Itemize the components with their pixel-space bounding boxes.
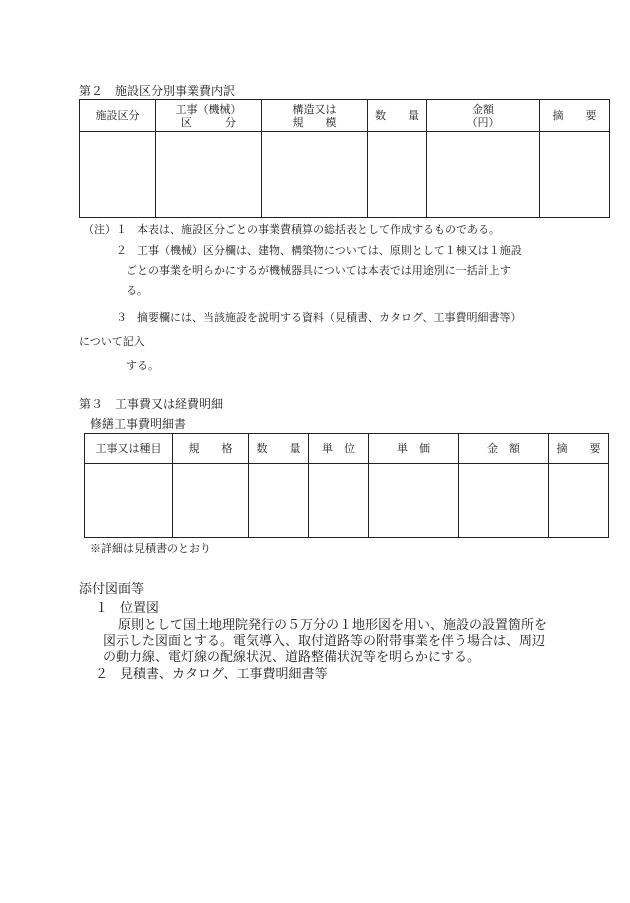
table-cell[interactable] <box>368 132 427 218</box>
note3-label: ３ <box>116 311 127 324</box>
header-amount: 金 額 <box>459 434 549 464</box>
attachment1-title: 位置図 <box>120 601 160 616</box>
header-structure-line2: 規 模 <box>292 115 337 129</box>
header-quantity: 数 量 <box>368 100 427 132</box>
section3-footnote: ※詳細は見積書のとおり <box>90 542 211 555</box>
section3-title: 第３ 工事費又は経費明細 <box>79 397 224 411</box>
note2-label: ２ <box>116 244 127 257</box>
note2-line1: 工事（機械）区分欄は、建物、構築物については、原則として１棟又は１施設 <box>137 244 522 257</box>
table-header-row <box>80 100 610 132</box>
table-cell[interactable] <box>427 132 540 218</box>
header-spec: 規 格 <box>173 434 249 464</box>
table-cell[interactable] <box>369 464 459 538</box>
table-cell[interactable] <box>549 464 609 538</box>
header-work-line2: 区 分 <box>181 115 236 129</box>
note1-text: 本表は、施設区分ごとの事業費積算の総括表として作成するものである。 <box>137 223 500 236</box>
note3-line2: について記入 <box>79 335 145 348</box>
table-cell[interactable] <box>249 464 309 538</box>
table-cell[interactable] <box>540 132 610 218</box>
table-cell[interactable] <box>309 464 369 538</box>
table-row <box>80 132 610 218</box>
note2-line3: る。 <box>126 284 148 297</box>
table-header-row <box>85 434 609 464</box>
header-amount <box>427 100 540 132</box>
table-cell[interactable] <box>262 132 368 218</box>
note3-line3: する。 <box>126 359 159 372</box>
repair-cost-table <box>84 433 609 538</box>
attachment2-title: 見積書、カタログ、工事費明細書等 <box>120 667 328 682</box>
section3-subtitle: 修繕工事費明細書 <box>90 417 187 431</box>
attachment2-number: ２ <box>95 667 109 682</box>
table-cell[interactable] <box>80 132 156 218</box>
attachment1-line1: 原則として国土地理院発行の５万分の１地形図を用い、施設の設置箇所を <box>118 618 548 633</box>
header-remarks: 摘 要 <box>540 100 610 132</box>
header-structure-line1: 構造又は <box>292 102 337 116</box>
header-amount-line2: （円） <box>466 115 500 129</box>
table-row <box>85 464 609 538</box>
header-amount-line1: 金額 <box>472 102 494 116</box>
table-cell[interactable] <box>156 132 262 218</box>
table-cell[interactable] <box>173 464 249 538</box>
header-remarks: 摘 要 <box>549 434 609 464</box>
table-cell[interactable] <box>85 464 173 538</box>
note1-label: （注）１ <box>83 223 127 236</box>
header-facility: 施設区分 <box>80 100 156 132</box>
header-work-category <box>156 100 262 132</box>
note2-line2: ごとの事業を明らかにするが機械器具については本表では用途別に一括計上す <box>126 264 511 277</box>
table-cell[interactable] <box>459 464 549 538</box>
header-unit-price: 単 価 <box>369 434 459 464</box>
attachment1-number: １ <box>95 601 109 616</box>
section2-title: 第２ 施設区分別事業費内訳 <box>79 84 236 98</box>
header-quantity: 数 量 <box>249 434 309 464</box>
attachment1-line2: 図示した図面とする。電気導入、取付道路等の附帯事業を伴う場合は、周辺 <box>103 634 546 649</box>
attachments-title: 添付図面等 <box>79 582 145 597</box>
header-kind: 工事又は種目 <box>85 434 173 464</box>
note3-line1: 摘要欄には、当該施設を説明する資料（見積書、カタログ、工事費明細書等） <box>137 311 522 324</box>
header-work-line1: 工事（機械） <box>175 102 242 116</box>
header-structure <box>262 100 368 132</box>
facility-cost-table <box>79 99 610 218</box>
header-unit: 単 位 <box>309 434 369 464</box>
attachment1-line3: の動力線、電灯線の配線状況、道路整備状況等を明らかにする。 <box>103 650 481 665</box>
